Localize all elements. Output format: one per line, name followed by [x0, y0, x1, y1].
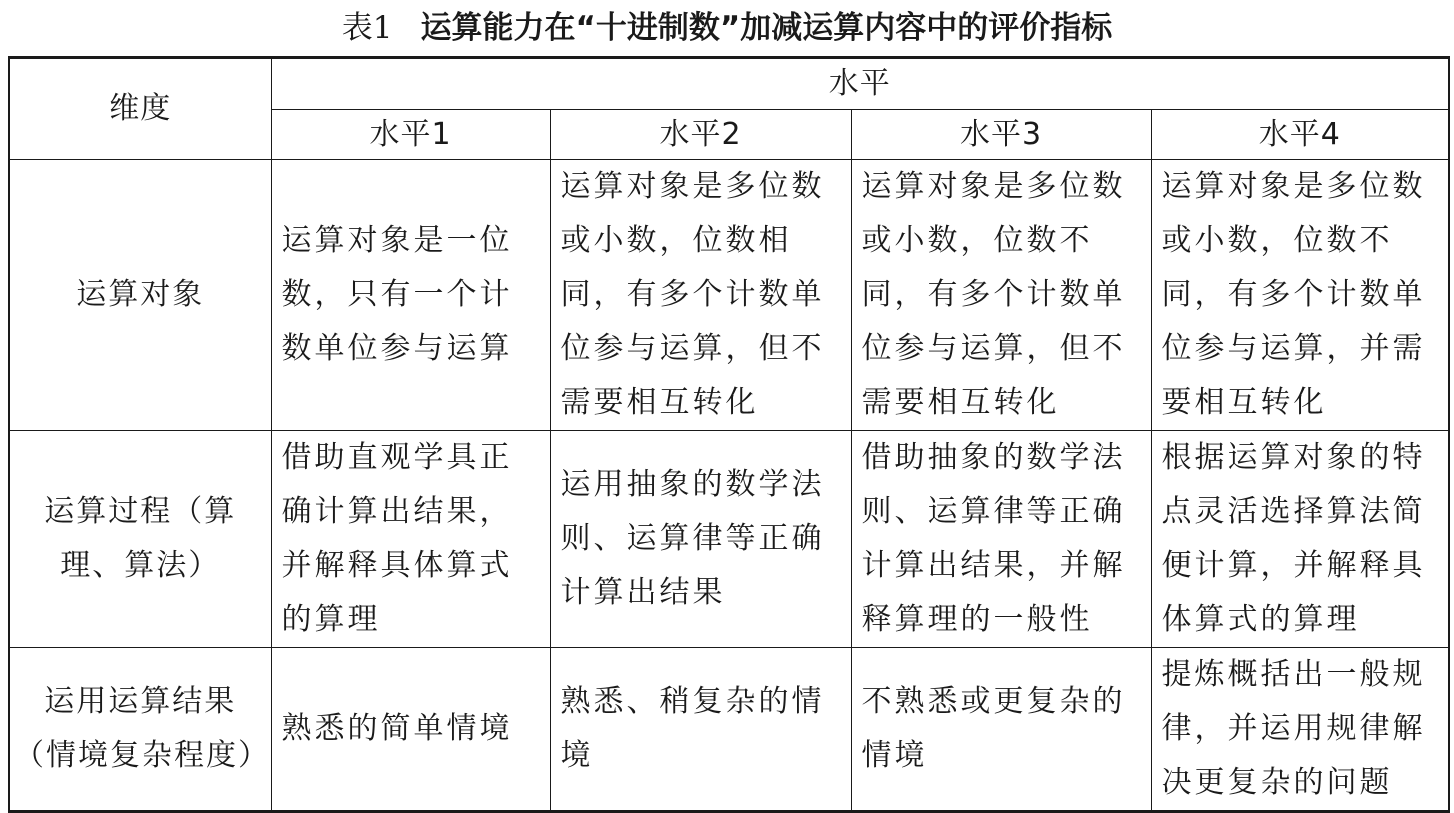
table-row-operand	[9, 160, 1449, 431]
header-row-group	[9, 58, 1449, 110]
level-1-cell: 熟悉的简单情境	[271, 648, 550, 812]
level-2-cell: 运用抽象的数学法则、运算律等正确计算出结果	[550, 431, 851, 648]
level-4-cell: 提炼概括出一般规律，并运用规律解决更复杂的问题	[1151, 648, 1449, 812]
table-number: 表1	[341, 10, 393, 46]
level-2-header: 水平2	[550, 110, 851, 160]
level-1-cell: 运算对象是一位数，只有一个计数单位参与运算	[271, 160, 550, 431]
level-3-cell: 运算对象是多位数或小数，位数不同，有多个计数单位参与运算，但不需要相互转化	[851, 160, 1151, 431]
table-title: 运算能力在“十进制数”加减运算内容中的评价指标	[420, 10, 1113, 46]
level-4-cell: 运算对象是多位数或小数，位数不同，有多个计数单位参与运算，并需要相互转化	[1151, 160, 1449, 431]
level-4-header: 水平4	[1151, 110, 1449, 160]
evaluation-table	[8, 56, 1450, 813]
table-row-process	[9, 431, 1449, 648]
level-1-header: 水平1	[271, 110, 550, 160]
level-4-cell: 根据运算对象的特点灵活选择算法简便计算，并解释具体算式的算理	[1151, 431, 1449, 648]
table-row-result-usage	[9, 648, 1449, 812]
table-caption	[0, 6, 1454, 50]
level-3-header: 水平3	[851, 110, 1151, 160]
level-1-cell: 借助直观学具正确计算出结果，并解释具体算式的算理	[271, 431, 550, 648]
dimension-cell: 运算对象	[9, 160, 271, 431]
level-2-cell: 运算对象是多位数或小数，位数相同，有多个计数单位参与运算，但不需要相互转化	[550, 160, 851, 431]
level-group-header: 水平	[271, 58, 1449, 110]
dimension-cell: 运算过程（算理、算法）	[9, 431, 271, 648]
dimension-header: 维度	[9, 58, 271, 160]
dimension-cell: 运用运算结果（情境复杂程度）	[9, 648, 271, 812]
level-3-cell: 不熟悉或更复杂的情境	[851, 648, 1151, 812]
level-2-cell: 熟悉、稍复杂的情境	[550, 648, 851, 812]
level-3-cell: 借助抽象的数学法则、运算律等正确计算出结果，并解释算理的一般性	[851, 431, 1151, 648]
